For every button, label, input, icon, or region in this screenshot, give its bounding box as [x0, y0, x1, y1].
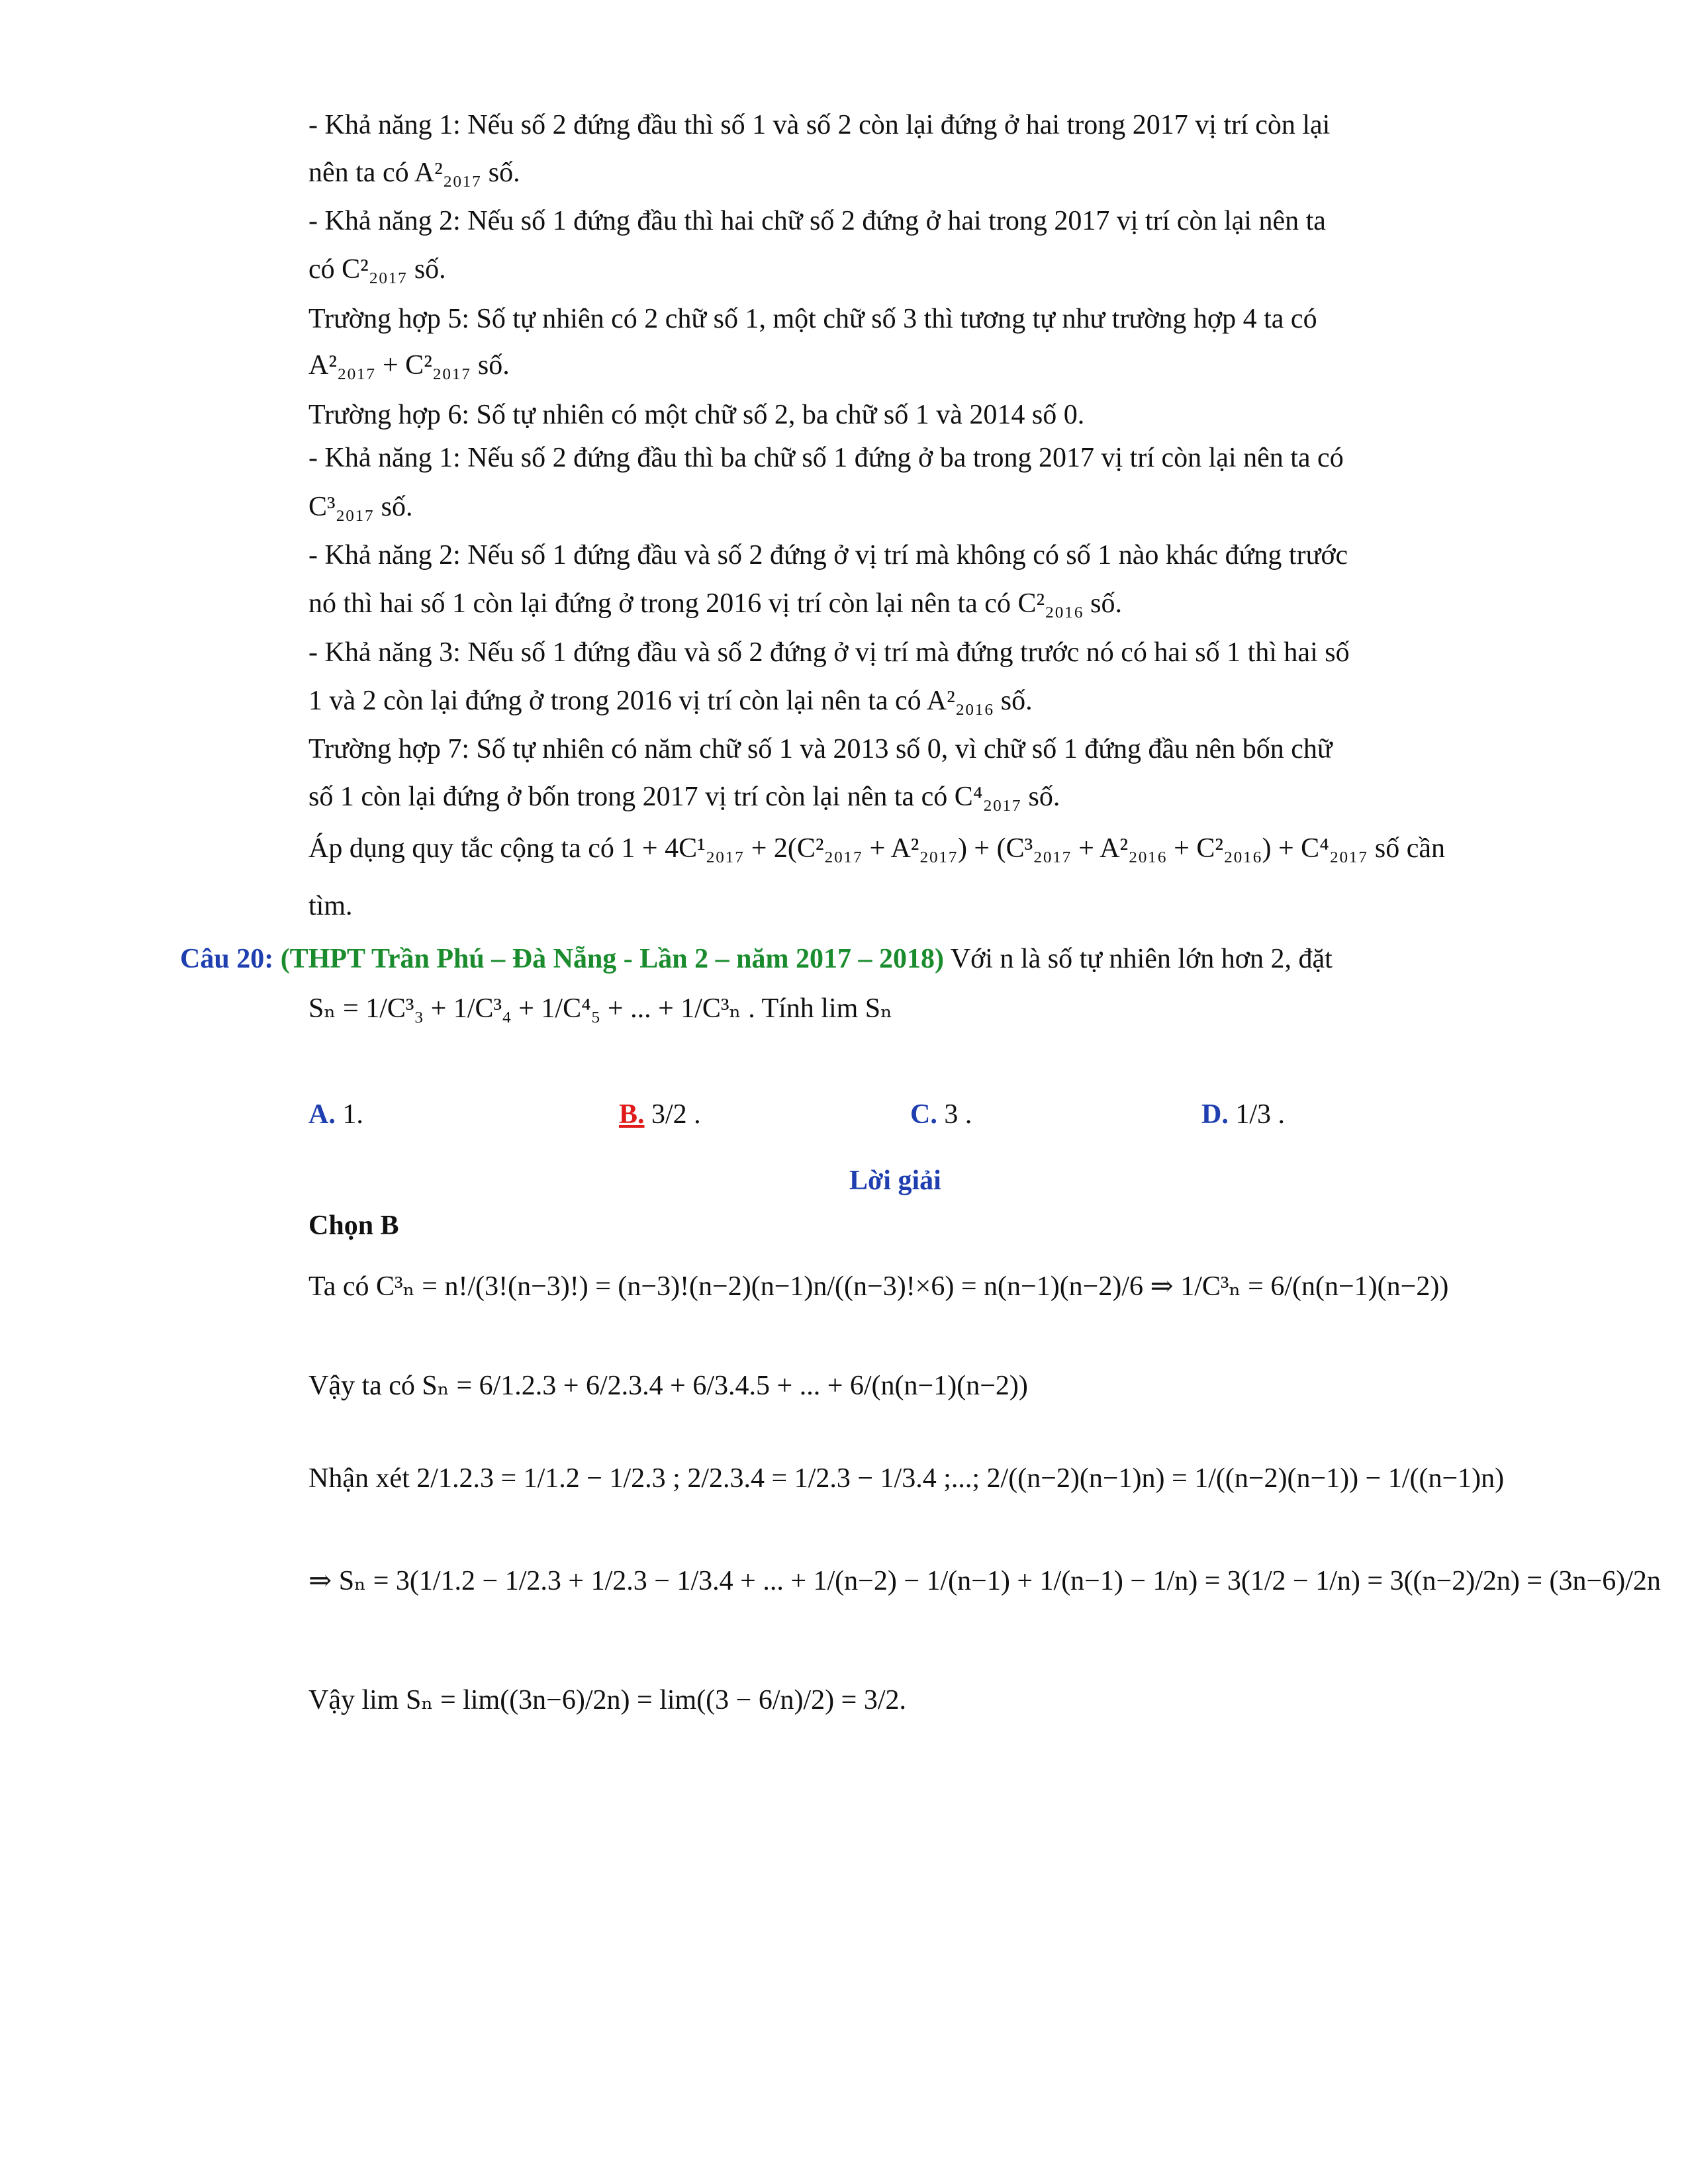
question-formula: Sₙ = 1/C³₃ + 1/C³₄ + 1/C⁴₅ + ... + 1/C³ₙ . Tính lim Sₙ [308, 993, 893, 1024]
option-b-label: B. [619, 1099, 645, 1130]
solution-title: Lời giải [849, 1165, 941, 1196]
prev-line-11: nó thì hai số 1 còn lại đứng ở trong 2016 vị trí còn lại nên ta có C²₂₀₁₆ số. [308, 588, 1122, 619]
question-header [180, 943, 1333, 975]
prev-line-8: - Khả năng 1: Nếu số 2 đứng đầu thì ba chữ số 1 đứng ở ba trong 2017 vị trí còn lại nên ta có [308, 443, 1344, 473]
option-d[interactable] [1201, 1099, 1285, 1130]
solution-choice: Chọn B [308, 1210, 399, 1241]
prev-line-5: Trường hợp 5: Số tự nhiên có 2 chữ số 1, một chữ số 3 thì tương tự như trường hợp 4 ta có [308, 304, 1317, 334]
option-b[interactable] [619, 1099, 701, 1130]
prev-line-15: số 1 còn lại đứng ở bốn trong 2017 vị trí còn lại nên ta có C⁴₂₀₁₇ số. [308, 782, 1060, 812]
prev-line-3: - Khả năng 2: Nếu số 1 đứng đầu thì hai chữ số 2 đứng ở hai trong 2017 vị trí còn lại nên ta [308, 206, 1326, 236]
option-a-value: 1. [342, 1099, 363, 1130]
solution-step-3: Nhận xét 2/1.2.3 = 1/1.2 − 1/2.3 ; 2/2.3.4 = 1/2.3 − 1/3.4 ;...; 2/((n−2)(n−1)n) = 1/((n−2)(n−1)) − 1/((n−1)n) [308, 1463, 1505, 1494]
prev-line-7: Trường hợp 6: Số tự nhiên có một chữ số 2, ba chữ số 1 và 2014 số 0. [308, 400, 1085, 430]
prev-line-14: Trường hợp 7: Số tự nhiên có năm chữ số 1 và 2013 số 0, vì chữ số 1 đứng đầu nên bốn chữ [308, 734, 1333, 764]
prev-line-9: C³₂₀₁₇ số. [308, 492, 413, 522]
option-a-label: A. [308, 1099, 336, 1130]
option-d-value: 1/3 . [1235, 1099, 1286, 1130]
option-a[interactable] [308, 1099, 363, 1130]
solution-step-1: Ta có C³ₙ = n!/(3!(n−3)!) = (n−3)!(n−2)(n−1)n/((n−3)!×6) = n(n−1)(n−2)/6 ⇒ 1/C³ₙ = 6/(n(n−1)(n−2)) [308, 1271, 1449, 1302]
prev-line-17: tìm. [308, 891, 353, 921]
prev-line-16: Áp dụng quy tắc cộng ta có 1 + 4C¹₂₀₁₇ + 2(C²₂₀₁₇ + A²₂₀₁₇) + (C³₂₀₁₇ + A²₂₀₁₆ + C²₂₀₁₆) + C⁴₂₀₁₇ số cần [308, 833, 1446, 864]
solution-step-4: ⇒ Sₙ = 3(1/1.2 − 1/2.3 + 1/2.3 − 1/3.4 + ... + 1/(n−2) − 1/(n−1) + 1/(n−1) − 1/n) = 3(1/2 − 1/n) = 3((n−2)/2n) = (3n−6)/2n [308, 1566, 1661, 1596]
prev-line-6: A²₂₀₁₇ + C²₂₀₁₇ số. [308, 350, 510, 381]
option-d-label: D. [1201, 1099, 1229, 1130]
question-source: (THPT Trần Phú – Đà Nẵng - Lần 2 – năm 2017 – 2018) [280, 944, 944, 974]
option-c[interactable] [910, 1099, 972, 1130]
question-label: Câu 20: [180, 944, 274, 974]
prev-line-12: - Khả năng 3: Nếu số 1 đứng đầu và số 2 đứng ở vị trí mà đứng trước nó có hai số 1 thì hai số [308, 637, 1350, 668]
prev-line-4: có C²₂₀₁₇ số. [308, 254, 446, 285]
option-b-value: 3/2 . [651, 1099, 701, 1130]
prev-line-1: - Khả năng 1: Nếu số 2 đứng đầu thì số 1 và số 2 còn lại đứng ở hai trong 2017 vị trí còn lại [308, 110, 1331, 140]
prev-line-13: 1 và 2 còn lại đứng ở trong 2016 vị trí còn lại nên ta có A²₂₀₁₆ số. [308, 686, 1033, 716]
prev-line-10: - Khả năng 2: Nếu số 1 đứng đầu và số 2 đứng ở vị trí mà không có số 1 nào khác đứng trước [308, 540, 1348, 570]
prev-line-2: nên ta có A²₂₀₁₇ số. [308, 158, 520, 188]
option-c-label: C. [910, 1099, 937, 1130]
solution-step-2: Vậy ta có Sₙ = 6/1.2.3 + 6/2.3.4 + 6/3.4.5 + ... + 6/(n(n−1)(n−2)) [308, 1371, 1028, 1401]
option-c-value: 3 . [944, 1099, 972, 1130]
solution-step-5: Vậy lim Sₙ = lim((3n−6)/2n) = lim((3 − 6/n)/2) = 3/2. [308, 1685, 907, 1715]
question-intro: Với n là số tự nhiên lớn hơn 2, đặt [950, 944, 1333, 974]
